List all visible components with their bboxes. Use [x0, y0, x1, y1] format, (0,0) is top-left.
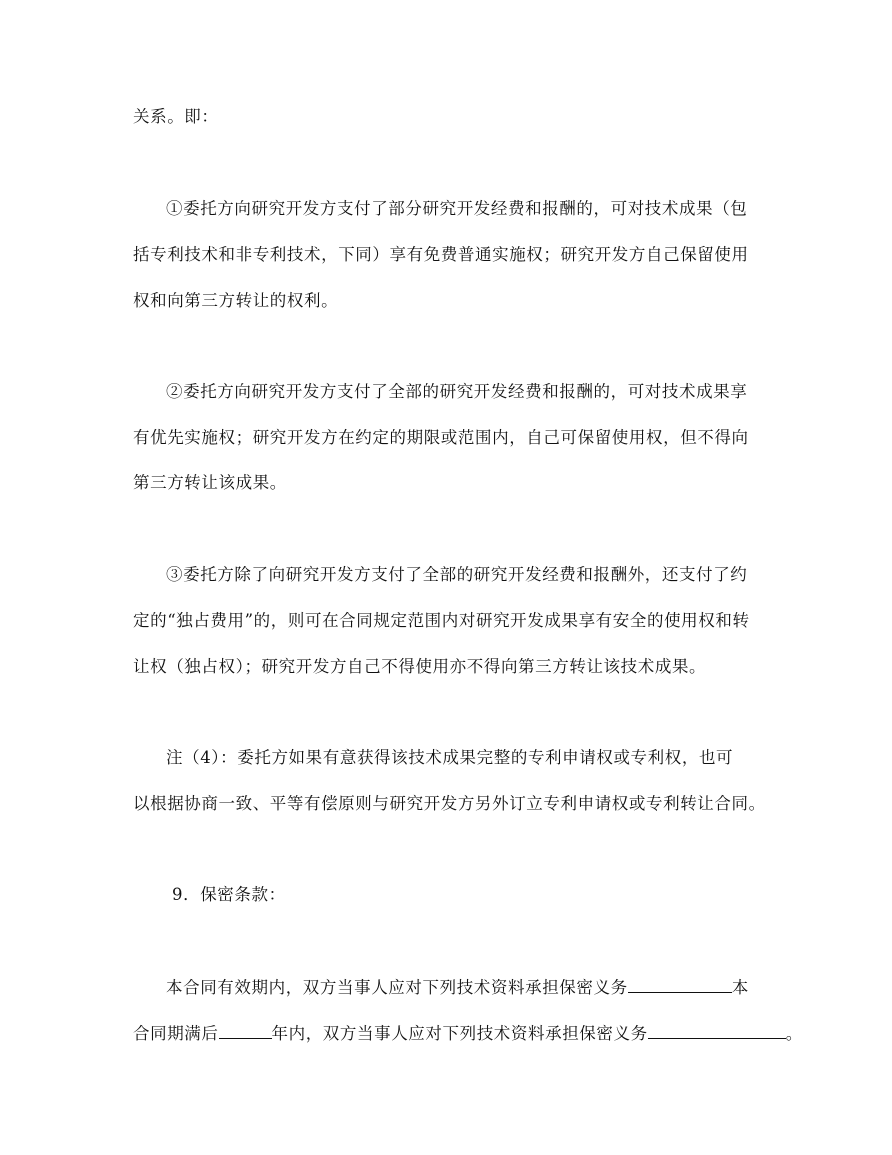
confidential-line-1: [166, 976, 749, 998]
paragraph-1-line-3: 权和向第三方转让的权利。: [133, 291, 339, 310]
text-line: 关系。即：: [133, 107, 219, 126]
paragraph-3-line-2: 定的“独占费用”的，则可在合同规定范围内对研究开发成果享有安全的使用权和转: [133, 611, 750, 630]
confidential-line-2: [133, 1022, 803, 1044]
confidential-text-2c: 。: [785, 1024, 803, 1043]
paragraph-3-line-1: ③委托方除了向研究开发方支付了全部的研究开发经费和报酬外，还支付了约: [166, 565, 748, 584]
blank-field-2: [219, 1022, 272, 1039]
confidential-text-1a: 本合同有效期内，双方当事人应对下列技术资料承担保密义务: [166, 978, 628, 997]
section-heading: 9．保密条款：: [172, 885, 286, 904]
confidential-text-1b: 本: [731, 978, 749, 997]
paragraph-2-line-1: ②委托方向研究开发方支付了全部的研究开发经费和报酬的，可对技术成果享: [166, 382, 748, 401]
paragraph-3-line-3: 让权（独占权）；研究开发方自己不得使用亦不得向第三方转让该技术成果。: [133, 657, 707, 676]
blank-field-3: [648, 1022, 786, 1039]
paragraph-2-line-3: 第三方转让该成果。: [133, 473, 287, 492]
paragraph-1-line-1: ①委托方向研究开发方支付了部分研究开发经费和报酬的，可对技术成果（包: [166, 199, 748, 218]
paragraph-2-line-2: 有优先实施权；研究开发方在约定的期限或范围内，自己可保留使用权，但不得向: [133, 428, 749, 447]
note-line-2: 以根据协商一致、平等有偿原则与研究开发方另外订立专利申请权或专利转让合同。: [133, 794, 766, 813]
paragraph-1-line-2: 括专利技术和非专利技术，下同）享有免费普通实施权；研究开发方自己保留使用: [133, 245, 749, 264]
confidential-text-2b: 年内，双方当事人应对下列技术资料承担保密义务: [271, 1024, 648, 1043]
blank-field-1: [628, 976, 732, 993]
note-line-1: 注（4）：委托方如果有意获得该技术成果完整的专利申请权或专利权，也可: [166, 748, 734, 767]
confidential-text-2a: 合同期满后: [133, 1024, 219, 1043]
